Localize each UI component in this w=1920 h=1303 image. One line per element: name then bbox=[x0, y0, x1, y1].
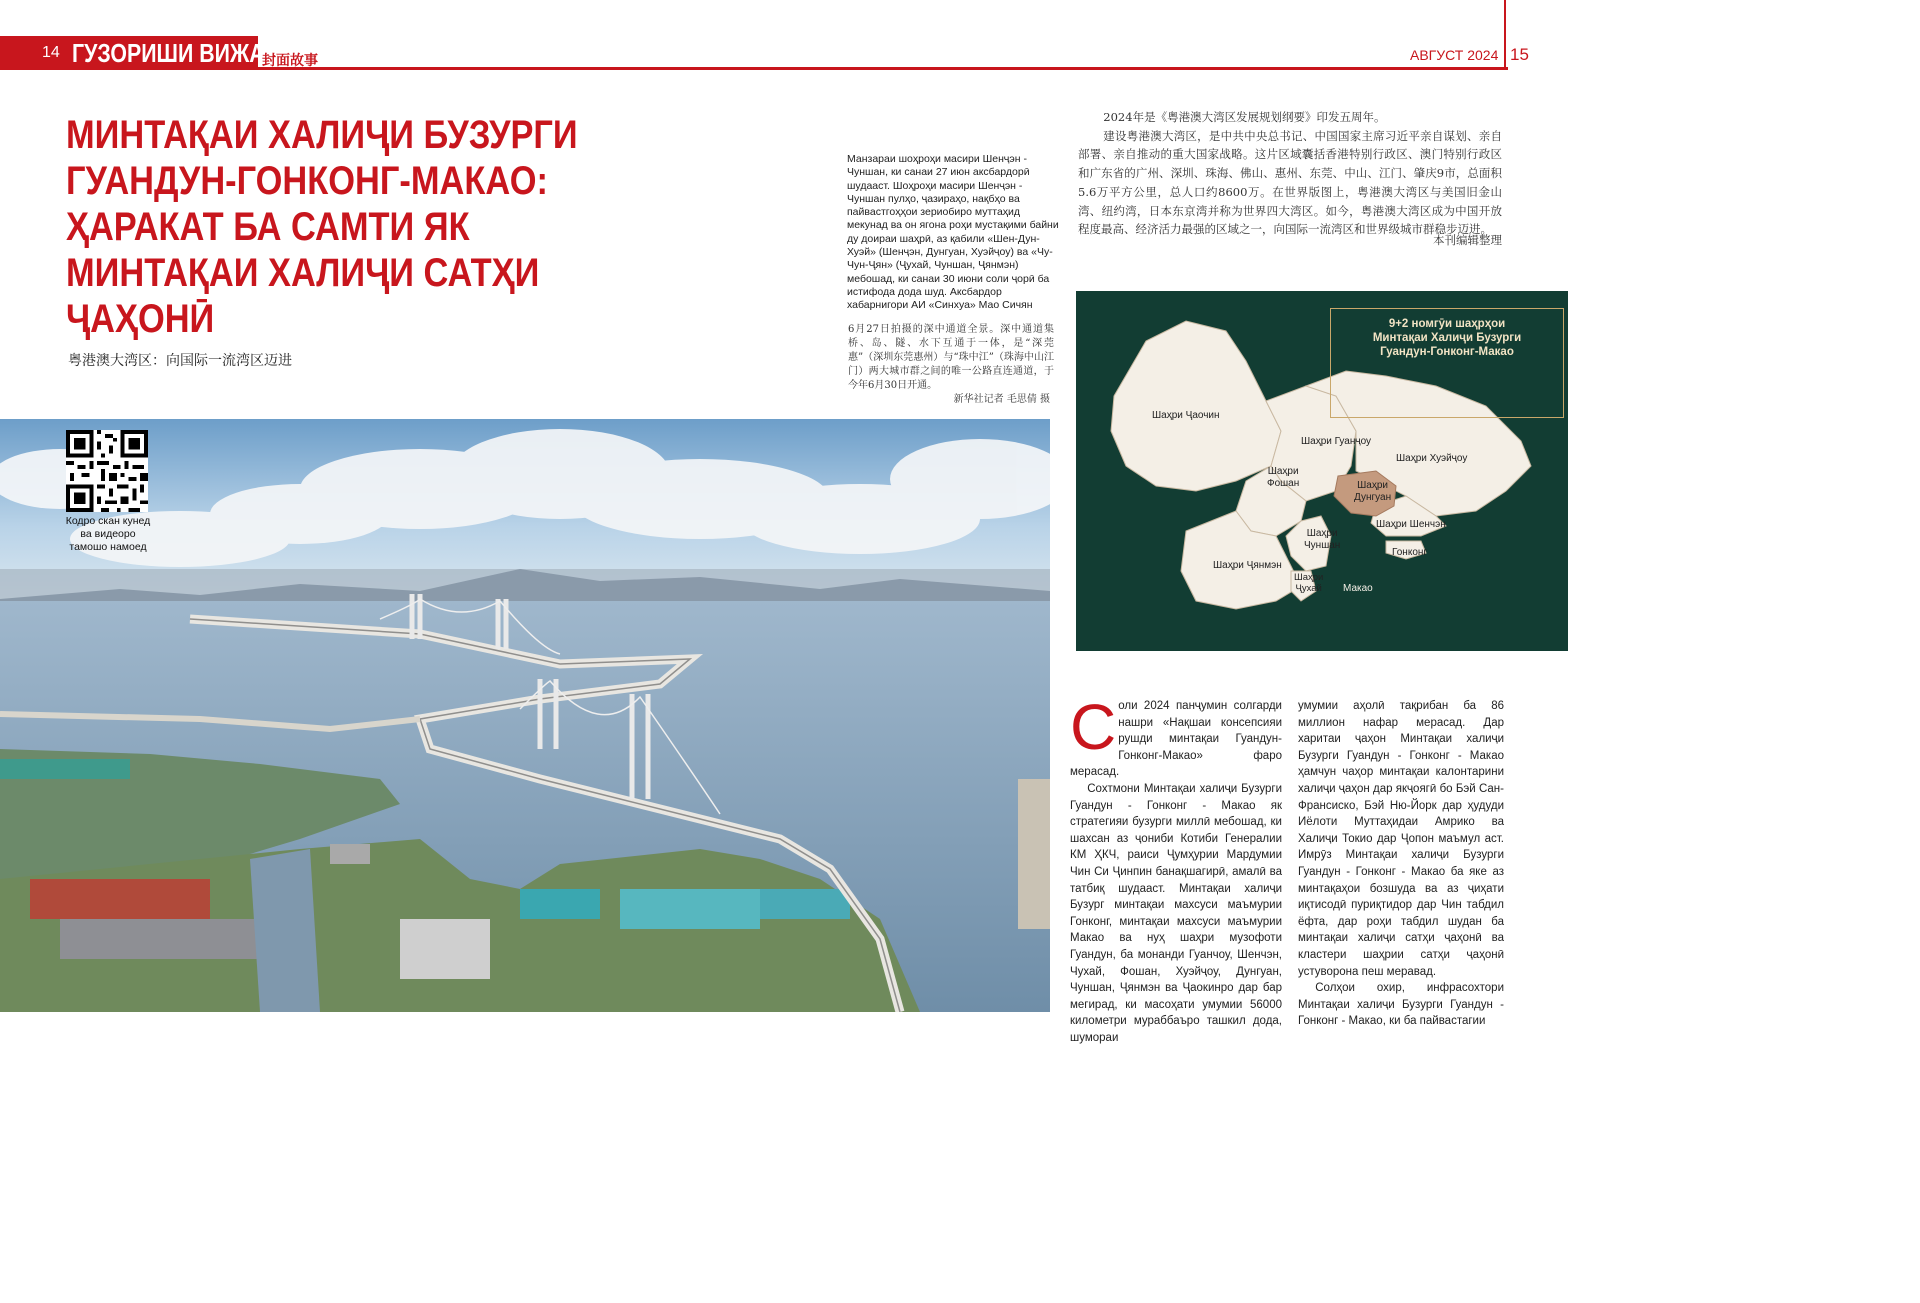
intro-paragraph: 建设粤港澳大湾区，是中共中央总书记、中国国家主席习近平亲自谋划、亲自部署、亲自推动的重大国家战略。这片区域囊括香港特别行政区、澳门特别行政区和广东省的广州、深圳、珠海、佛山、惠州、东莞、中山、江门、肇庆9市，总面积5.6万平方公里，总人口约8600万。在世界版图上，粤港澳大湾区与美国旧金山湾、纽约湾，日本东京湾并称为世界四大湾区。如今，粤港澳大湾区成为中国开放程度最高、经济活力最强的区域之一，向国际一流湾区和世界级城市群稳步迈进。 bbox=[1078, 128, 1502, 237]
intro-credit: 本刊编辑整理 bbox=[1433, 233, 1502, 247]
map-label-zhuhai bbox=[1294, 572, 1323, 594]
qr-code[interactable] bbox=[66, 430, 148, 512]
map-label-line: Фошан bbox=[1267, 478, 1300, 489]
header-vertical-rule bbox=[1504, 0, 1506, 70]
qr-caption-line: тамошо намоед bbox=[69, 541, 147, 553]
title-line: ҶАҲОНӢ bbox=[66, 297, 215, 341]
body-paragraph: Сохтмони Минтақаи халиҷи Бузурги Гуандун - Гонконг - Макао як стратегияи бузурги миллӣ мебошад, ки шахсан аз ҷониби Котиби Генералии КМ ҲКЧ, раиси Ҷумҳурии Мардумии Чин Си Ҷинпин банақшагирӣ, амалӣ ва татбиқ шудааст. Минтақаи халиҷи Бузург минтақаи махсуси маъмурии Гонконг, минтақаи махсуси маъмурии Макао ва нуҳ шаҳри музофоти Гуандун, ба монанди Гуанчоу, Шенчэн, Чухай, Фошан, Хуэйҷоу, Дунгуан, Чуншан, Ҷянмэн ва Ҷаокинро дар бар мегирад, ки масоҳати умумии 56000 километри мураббаъро ташкил дода, шумораи bbox=[1070, 782, 1282, 1044]
photo-caption-tajik: Манзараи шоҳроҳи масири Шенҷэн - Чуншан, ки санаи 27 июн аксбардорӣ шудааст. Шоҳроҳи масири Шенҷэн - Чуншан пулҳо, ҷазираҳо, нақбҳо ва пайвастгоҳҳои зериобиро муттаҳид мекунад ва он ягона роҳи мустақими байни ду доираи шаҳрӣ, аз қабили «Шен-Дун-Хуэй» (Шенҷэн, Дунгуан, Хуэйҷоу) ва «Чу-Чун-Ҷян» (Ҷухай, Чуншан, Ҷянмэн) мебошад, ки санаи 30 июни соли ҷорӣ ба истифода дода шуд. Аксбардор хабарнигори АИ «Синхуа» Мао Сичян bbox=[847, 153, 1059, 312]
map-label-dongguan bbox=[1354, 480, 1391, 504]
drop-cap: С bbox=[1070, 691, 1117, 763]
article-title bbox=[66, 112, 668, 342]
map-label-line: Шаҳри bbox=[1267, 466, 1299, 477]
body-paragraph bbox=[1070, 691, 1282, 781]
bridge-photo bbox=[0, 419, 1050, 1012]
map-label-line: Шаҳри bbox=[1306, 528, 1338, 539]
intro-paragraph: 2024年是《粤港澳大湾区发展规划纲要》印发五周年。 bbox=[1103, 110, 1386, 124]
body-paragraph: Солҳои охир, инфрасохтори Минтақаи халиҷи Бузурги Гуандун - Гонконг - Макао, ки ба пайвастагии bbox=[1298, 982, 1504, 1028]
title-line: МИНТАҚАИ ХАЛИҶИ САТҲИ bbox=[66, 251, 540, 295]
map-label-line: Чуншан bbox=[1304, 540, 1341, 551]
bridge-photo-illustration bbox=[0, 419, 1050, 1012]
map-label-shenzhen: Шаҳри Шенчэн bbox=[1376, 519, 1446, 530]
intro-cn bbox=[1078, 108, 1502, 239]
photo-credit: 新华社记者 毛思倩 摄 bbox=[953, 394, 1050, 405]
map-label-guangzhou: Шаҳри Гуанҷоу bbox=[1301, 436, 1372, 447]
title-line: ГУАНДУН-ГОНКОНГ-МАКАО: bbox=[66, 159, 548, 203]
qr-caption bbox=[56, 515, 160, 554]
issue-date: АВГУСТ 2024 bbox=[1410, 47, 1499, 63]
qr-caption-line: Кодро скан кунед bbox=[65, 515, 151, 527]
qr-caption-line: ва видеоро bbox=[80, 528, 136, 540]
map-label-jiangmen: Шаҳри Ҷянмэн bbox=[1213, 560, 1282, 571]
map-region-zhaoqing bbox=[1111, 321, 1281, 491]
header-rule bbox=[258, 67, 1508, 70]
body-paragraph-text: оли 2024 панҷумин солгарди нашри «Нақшаи консепсияи рушди минтақаи Гуандун-Гонконг-Макао» фаро мерасад. bbox=[1070, 700, 1282, 779]
qr-code-icon bbox=[66, 430, 148, 512]
map-label-zhongshan bbox=[1304, 528, 1340, 552]
map-title-line: 9+2 номгӯи шаҳрҳои bbox=[1388, 318, 1506, 330]
photo-caption-cn: 6月27日拍摄的深中通道全景。深中通道集桥、岛、隧、水下互通于一体，是“深莞惠”（深圳东莞惠州）与“珠中江”（珠海中山江门）两大城市群之间的唯一公路直连通道，于今年6月30日开通。 bbox=[848, 324, 1054, 391]
map-label-line: Ҷухай bbox=[1295, 583, 1322, 594]
map-label-line: Шаҳри bbox=[1357, 480, 1388, 491]
map-label-hongkong: Гонконг bbox=[1392, 547, 1428, 558]
body-column-1 bbox=[1070, 691, 1282, 1046]
map-label-foshan bbox=[1267, 466, 1299, 490]
map-label-line: Дунгуан bbox=[1354, 492, 1392, 503]
map-title-box bbox=[1330, 308, 1564, 418]
map-label-line: Шаҳри bbox=[1294, 572, 1324, 583]
body-paragraph: умумии аҳолӣ тақрибан ба 86 миллион нафар мерасад. Дар харитаи ҷаҳон Минтақаи халиҷи Бузурги Гуандун - Гонконг - Макао ҳамчун чаҳор минтақаи калонтарини халиҷи ҷаҳон дар якҷоягӣ бо Бэй Сан-Франсиско, Бэй Ню-Йорк дар ҳудуди Иёлоти Муттаҳидаи Амрико ва Халиҷи Токио дар Ҷопон маъмул аст. Имрӯз Минтақаи халиҷи Бузурги Гуандун - Гонконг - Макао ба яке аз минтақаҳои бозшуда ва аз ҷиҳати иқтисодӣ пуриқтидор дар Чин табдил ёфта, дар роҳи табдил шудан ба минтақаи халиҷи сатҳи ҷаҳонӣ ва кластери шаҳрии сатҳи ҷаҳонӣ устуворона пеш меравад. bbox=[1298, 700, 1504, 978]
map-title-line: Минтақаи Халиҷи Бузурги bbox=[1372, 332, 1522, 344]
page-number-right: 15 bbox=[1510, 45, 1529, 64]
section-title: ГУЗОРИШИ ВИЖА bbox=[72, 38, 265, 68]
body-column-2 bbox=[1298, 698, 1504, 1030]
map-label-macao: Макао bbox=[1343, 583, 1373, 594]
section-title-cn: 封面故事 bbox=[262, 53, 318, 69]
title-line: МИНТАҚАИ ХАЛИҶИ БУЗУРГИ bbox=[66, 113, 578, 157]
map-title-line: Гуандун-Гонконг-Макао bbox=[1380, 346, 1514, 358]
page-number-left: 14 bbox=[42, 44, 60, 61]
title-line: ҲАРАКАТ БА САМТИ ЯК bbox=[66, 205, 470, 249]
subtitle-cn: 粤港澳大湾区：向国际一流湾区迈进 bbox=[68, 353, 292, 369]
map-label-zhaoqing: Шаҳри Ҷаочин bbox=[1152, 410, 1220, 421]
map-label-huizhou: Шаҳри Хуэйҷоу bbox=[1396, 453, 1468, 464]
